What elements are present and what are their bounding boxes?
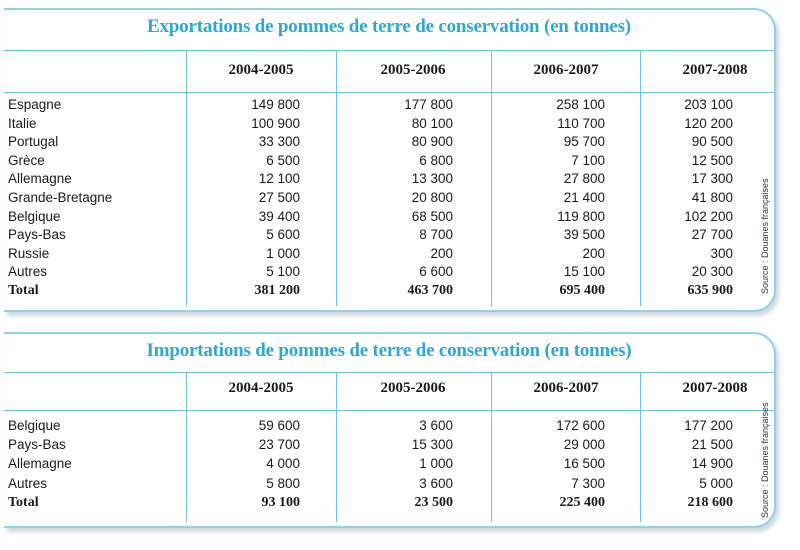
exports-title: Exportations de pommes de terre de conservation (en tonnes) — [147, 16, 631, 37]
imports-cell-value: 21 500 — [691, 437, 733, 453]
exports-cell-value: 7 100 — [571, 152, 605, 168]
exports-cell-value: 203 100 — [684, 97, 733, 112]
exports-cell-value: 100 900 — [251, 115, 300, 131]
imports-total-row — [8, 493, 748, 512]
exports-cell-value: 110 700 — [557, 115, 605, 131]
exports-table-panel — [4, 8, 776, 312]
exports-col-header: 2005-2006 — [380, 62, 446, 78]
exports-cell-value: 20 300 — [691, 264, 733, 280]
exports-cell-value: 13 300 — [411, 171, 453, 187]
exports-table-row — [8, 132, 748, 151]
exports-cell-value: 6 800 — [419, 152, 453, 168]
imports-title: Importations de pommes de terre de conservation (en tonnes) — [146, 340, 632, 361]
exports-table-row — [8, 225, 748, 244]
exports-cell-value: 300 — [710, 245, 733, 261]
exports-cell-value: 149 800 — [251, 97, 300, 112]
exports-cell-value: 39 500 — [563, 227, 605, 243]
exports-total-row — [8, 281, 748, 300]
exports-cell-value: 39 400 — [258, 208, 300, 224]
exports-cell-value: 21 400 — [563, 190, 605, 205]
imports-cell-value: 177 200 — [684, 418, 733, 433]
exports-country-label: Russie — [8, 245, 50, 261]
exports-cell-value: 95 700 — [563, 134, 605, 150]
imports-cell-value: 3 600 — [419, 475, 453, 491]
exports-table-row — [8, 262, 748, 281]
imports-cell-value: 5 800 — [266, 475, 300, 491]
imports-cell-value: 15 300 — [411, 437, 453, 453]
exports-cell-value: 80 100 — [411, 115, 453, 131]
imports-col-header: 2006-2007 — [533, 380, 599, 396]
exports-country-label: Espagne — [8, 97, 62, 112]
exports-cell-value: 258 100 — [556, 97, 605, 112]
exports-cell-value: 5 600 — [266, 227, 300, 243]
exports-cell-value: 12 500 — [691, 152, 733, 168]
exports-cell-value: 463 700 — [407, 283, 453, 298]
exports-country-label: Italie — [8, 115, 37, 131]
exports-col-header: 2004-2005 — [228, 62, 294, 78]
imports-cell-value: 218 600 — [687, 494, 733, 510]
exports-table-row — [8, 169, 748, 188]
imports-cell-value: 5 000 — [699, 475, 733, 491]
exports-country-label: Portugal — [8, 134, 59, 150]
exports-table-row — [8, 244, 748, 263]
exports-cell-value: 6 500 — [266, 152, 300, 168]
imports-cell-value: 23 500 — [414, 494, 453, 510]
exports-cell-value: 80 900 — [411, 134, 453, 150]
exports-cell-value: 1 000 — [266, 245, 300, 261]
imports-col-header: 2004-2005 — [228, 380, 294, 396]
exports-table-row — [8, 114, 748, 133]
imports-country-label: Allemagne — [8, 456, 72, 472]
imports-cell-value: 16 500 — [563, 456, 605, 472]
exports-cell-value: 15 100 — [563, 264, 605, 280]
imports-header-divider — [4, 410, 774, 411]
exports-cell-value: 381 200 — [254, 283, 300, 298]
imports-table-panel — [4, 332, 776, 528]
imports-country-label: Autres — [8, 475, 48, 491]
exports-cell-value: 8 700 — [419, 227, 453, 243]
exports-title-divider — [4, 50, 774, 51]
imports-cell-value: 172 600 — [556, 418, 605, 433]
imports-cell-value: 93 100 — [261, 494, 300, 510]
exports-cell-value: 120 200 — [684, 115, 733, 131]
exports-table-row — [8, 207, 748, 226]
imports-col-header: 2005-2006 — [380, 380, 446, 396]
exports-cell-value: 102 200 — [684, 208, 733, 224]
imports-cell-value: 23 700 — [258, 437, 300, 453]
exports-col-header: 2007-2008 — [682, 62, 748, 78]
imports-total-label: Total — [8, 494, 39, 510]
exports-cell-value: 90 500 — [691, 134, 733, 150]
exports-cell-value: 5 100 — [266, 264, 300, 280]
exports-table-row — [8, 188, 748, 207]
exports-country-label: Pays-Bas — [8, 227, 66, 243]
imports-country-label: Pays-Bas — [8, 437, 66, 453]
exports-cell-value: 41 800 — [691, 190, 733, 205]
imports-cell-value: 14 900 — [691, 456, 733, 472]
exports-cell-value: 119 800 — [557, 208, 605, 224]
exports-cell-value: 27 700 — [691, 227, 733, 243]
exports-cell-value: 200 — [430, 245, 453, 261]
imports-cell-value: 7 300 — [571, 475, 605, 491]
exports-cell-value: 635 900 — [687, 283, 733, 298]
exports-country-label: Belgique — [8, 208, 61, 224]
imports-table-row — [8, 435, 748, 454]
imports-cell-value: 3 600 — [419, 418, 453, 433]
imports-source-note: Source : Douanes françaises — [760, 402, 770, 518]
exports-header-divider — [4, 92, 774, 93]
exports-country-label: Autres — [8, 264, 48, 280]
imports-country-label: Belgique — [8, 418, 61, 433]
imports-table-row — [8, 474, 748, 493]
imports-title-divider — [4, 372, 774, 373]
exports-cell-value: 17 300 — [691, 171, 733, 187]
imports-cell-value: 29 000 — [563, 437, 605, 453]
exports-cell-value: 68 500 — [411, 208, 453, 224]
exports-cell-value: 12 100 — [258, 171, 300, 187]
exports-cell-value: 6 600 — [419, 264, 453, 280]
exports-total-label: Total — [8, 283, 39, 298]
exports-cell-value: 27 800 — [563, 171, 605, 187]
exports-cell-value: 33 300 — [258, 134, 300, 150]
imports-cell-value: 225 400 — [559, 494, 605, 510]
imports-table-row — [8, 454, 748, 473]
exports-cell-value: 27 500 — [258, 190, 300, 205]
exports-cell-value: 200 — [582, 245, 605, 261]
exports-col-header: 2006-2007 — [533, 62, 599, 78]
exports-table-row — [8, 95, 748, 114]
imports-cell-value: 59 600 — [258, 418, 300, 433]
exports-cell-value: 20 800 — [411, 190, 453, 205]
imports-cell-value: 4 000 — [266, 456, 300, 472]
exports-country-label: Allemagne — [8, 171, 72, 187]
imports-cell-value: 1 000 — [419, 456, 453, 472]
exports-country-label: Grèce — [8, 152, 45, 168]
imports-table-row — [8, 416, 748, 435]
exports-cell-value: 695 400 — [559, 283, 605, 298]
exports-country-label: Grande-Bretagne — [8, 190, 113, 205]
imports-col-header: 2007-2008 — [682, 380, 748, 396]
exports-cell-value: 177 800 — [404, 97, 453, 112]
exports-source-note: Source : Douanes françaises — [760, 178, 770, 294]
exports-table-row — [8, 151, 748, 170]
